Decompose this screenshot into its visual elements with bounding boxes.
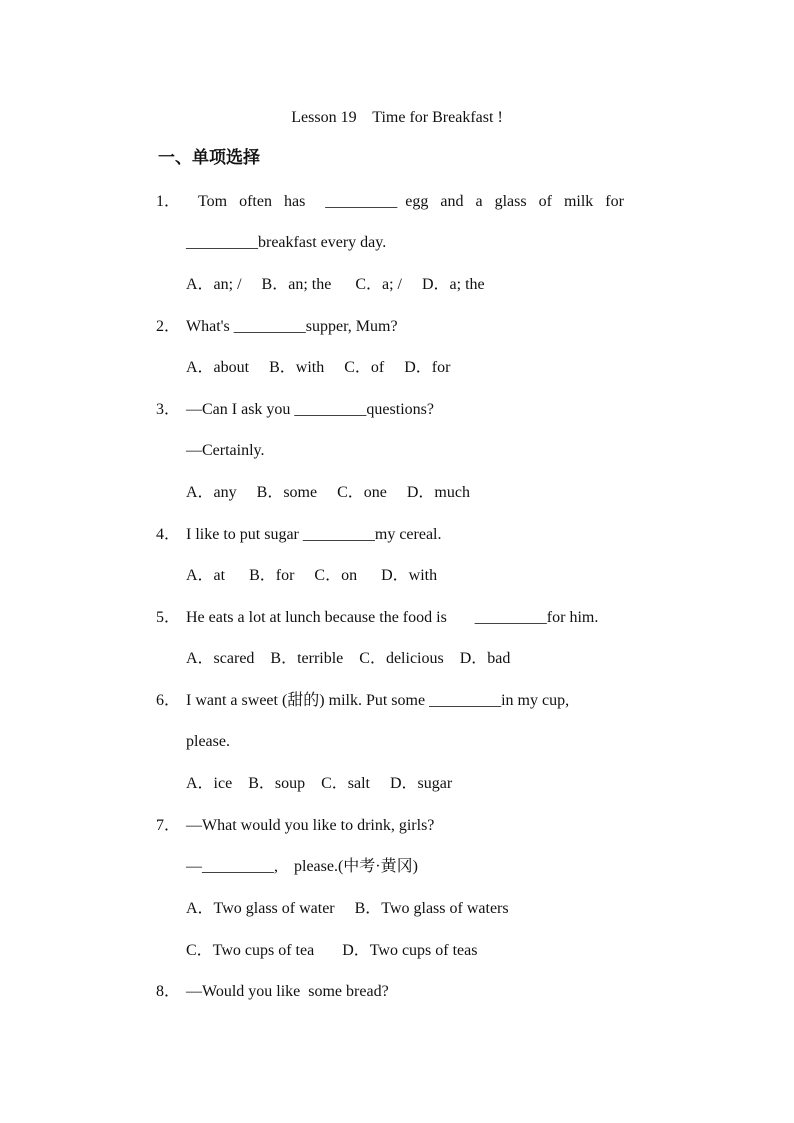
question-number: 5． [156, 609, 181, 626]
question-text: —What would you like to drink, girls? [186, 817, 435, 834]
question-text: What's _________supper, Mum? [186, 318, 398, 335]
question-text-continued: please. [186, 733, 230, 750]
question-number: 6． [156, 692, 181, 709]
question-options: A．about B．with C．of D．for [186, 359, 451, 376]
question-text: I like to put sugar _________my cereal. [186, 526, 442, 543]
lesson-title: Lesson 19 Time for Breakfast ! [291, 109, 503, 126]
question-options: A．ice B．soup C．salt D．sugar [186, 775, 453, 792]
question-text-continued: _________breakfast every day. [186, 234, 387, 251]
question-options: A．Two glass of water B．Two glass of waters [186, 900, 509, 917]
question-options: A．at B．for C．on D．with [186, 567, 438, 584]
question-number: 2． [156, 318, 181, 335]
section-heading: 一、单项选择 [158, 148, 260, 168]
question-options: A．any B．some C．one D．much [186, 484, 470, 501]
question-text-continued: —_________, please.(中考·黄冈) [186, 858, 418, 875]
question-number: 3． [156, 401, 181, 418]
question-text-continued: —Certainly. [186, 442, 265, 459]
question-number: 8． [156, 983, 181, 1000]
question-text: —Can I ask you _________questions? [186, 401, 434, 418]
question-text: Tom often has _________ egg and a glass of milk for [198, 193, 624, 210]
question-options: A．an; / B．an; the C．a; / D．a; the [186, 276, 485, 293]
question-options: A．scared B．terrible C．delicious D．bad [186, 650, 511, 667]
question-options-continued: C．Two cups of tea D．Two cups of teas [186, 942, 478, 959]
question-text: He eats a lot at lunch because the food is _________for him. [186, 609, 599, 626]
question-number: 1． [156, 193, 181, 210]
question-text: I want a sweet (甜的) milk. Put some _________in my cup, [186, 692, 570, 709]
question-number: 7． [156, 817, 181, 834]
question-text: —Would you like some bread? [186, 983, 389, 1000]
question-number: 4． [156, 526, 181, 543]
